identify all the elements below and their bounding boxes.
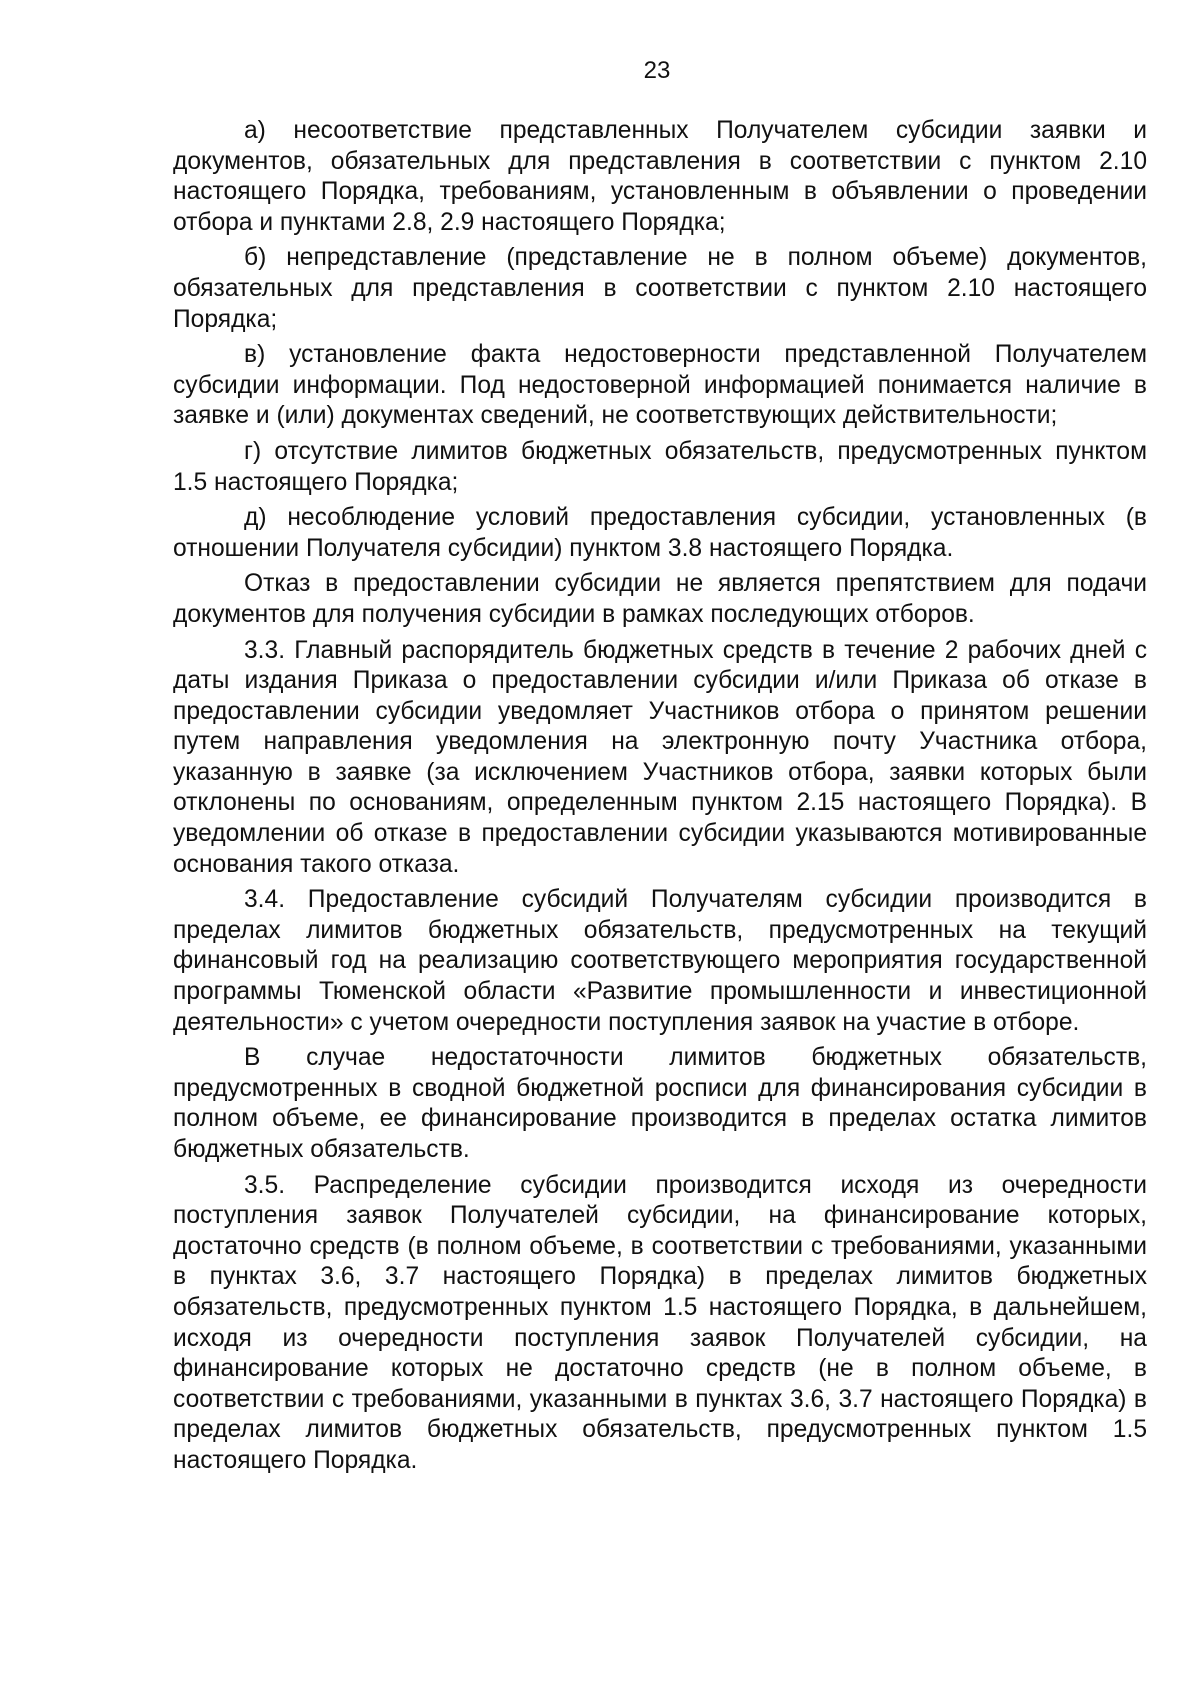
paragraph-item-a: а) несоответствие представленных Получателем субсидии заявки и документов, обязательных для представления в соответствии с пунктом 2.10 настоящего Порядка, требованиям, установленным в объявлении о проведении отбора и пунктами 2.8, 2.9 настоящего Порядка; <box>173 117 1147 236</box>
paragraph-insufficient-limits: В случае недостаточности лимитов бюджетных обязательств, предусмотренных в сводной бюджетной росписи для финансирования субсидии в полном объеме, ее финансирование производится в пределах остатка лимитов бюджетных обязательств. <box>173 1044 1147 1163</box>
page-number: 23 <box>643 57 671 84</box>
paragraph-clause-3-4: 3.4. Предоставление субсидий Получателям субсидии производится в пределах лимитов бюджетных обязательств, предусмотренных на текущий финансовый год на реализацию соответствующего мероприятия государственной программы Тюменской области «Развитие промышленности и инвестиционной деятельности» с учетом очередности поступления заявок на участие в отборе. <box>173 886 1147 1036</box>
paragraph-refusal-note: Отказ в предоставлении субсидии не является препятствием для подачи документов для получения субсидии в рамках последующих отборов. <box>173 570 1147 628</box>
paragraph-item-v: в) установление факта недостоверности представленной Получателем субсидии информации. Под недостоверной информацией понимается наличие в заявке и (или) документах сведений, не соответствующих действительности; <box>173 341 1147 430</box>
paragraph-clause-3-5: 3.5. Распределение субсидии производится исходя из очередности поступления заявок Получателей субсидии, на финансирование которых, достаточно средств (в полном объеме, в соответствии с требованиями, указанными в пунктах 3.6, 3.7 настоящего Порядка) в пределах лимитов бюджетных обязательств, предусмотренных пунктом 1.5 настоящего Порядка, в дальнейшем, исходя из очередности поступления заявок Получателей субсидии, на финансирование которых не достаточно средств (не в полном объеме, в соответствии с требованиями, указанными в пунктах 3.6, 3.7 настоящего Порядка) в пределах лимитов бюджетных обязательств, предусмотренных пунктом 1.5 настоящего Порядка. <box>173 1171 1147 1474</box>
paragraph-item-g: г) отсутствие лимитов бюджетных обязательств, предусмотренных пунктом 1.5 настоящего Порядка; <box>173 437 1147 496</box>
paragraph-item-b: б) непредставление (представление не в полном объеме) документов, обязательных для представления в соответствии с пунктом 2.10 настоящего Порядка; <box>173 244 1147 333</box>
paragraph-item-d: д) несоблюдение условий предоставления субсидии, установленных (в отношении Получателя субсидии) пунктом 3.8 настоящего Порядка. <box>173 504 1147 562</box>
document-body <box>173 116 1147 1482</box>
paragraph-clause-3-3: 3.3. Главный распорядитель бюджетных средств в течение 2 рабочих дней с даты издания Приказа о предоставлении субсидии и/или Приказа об отказе в предоставлении субсидии уведомляет Участников отбора о принятом решении путем направления уведомления на электронную почту Участника отбора, указанную в заявке (за исключением Участников отбора, заявки которых были отклонены по основаниям, определенным пунктом 2.15 настоящего Порядка). В уведомлении об отказе в предоставлении субсидии указываются мотивированные основания такого отказа. <box>173 636 1147 878</box>
